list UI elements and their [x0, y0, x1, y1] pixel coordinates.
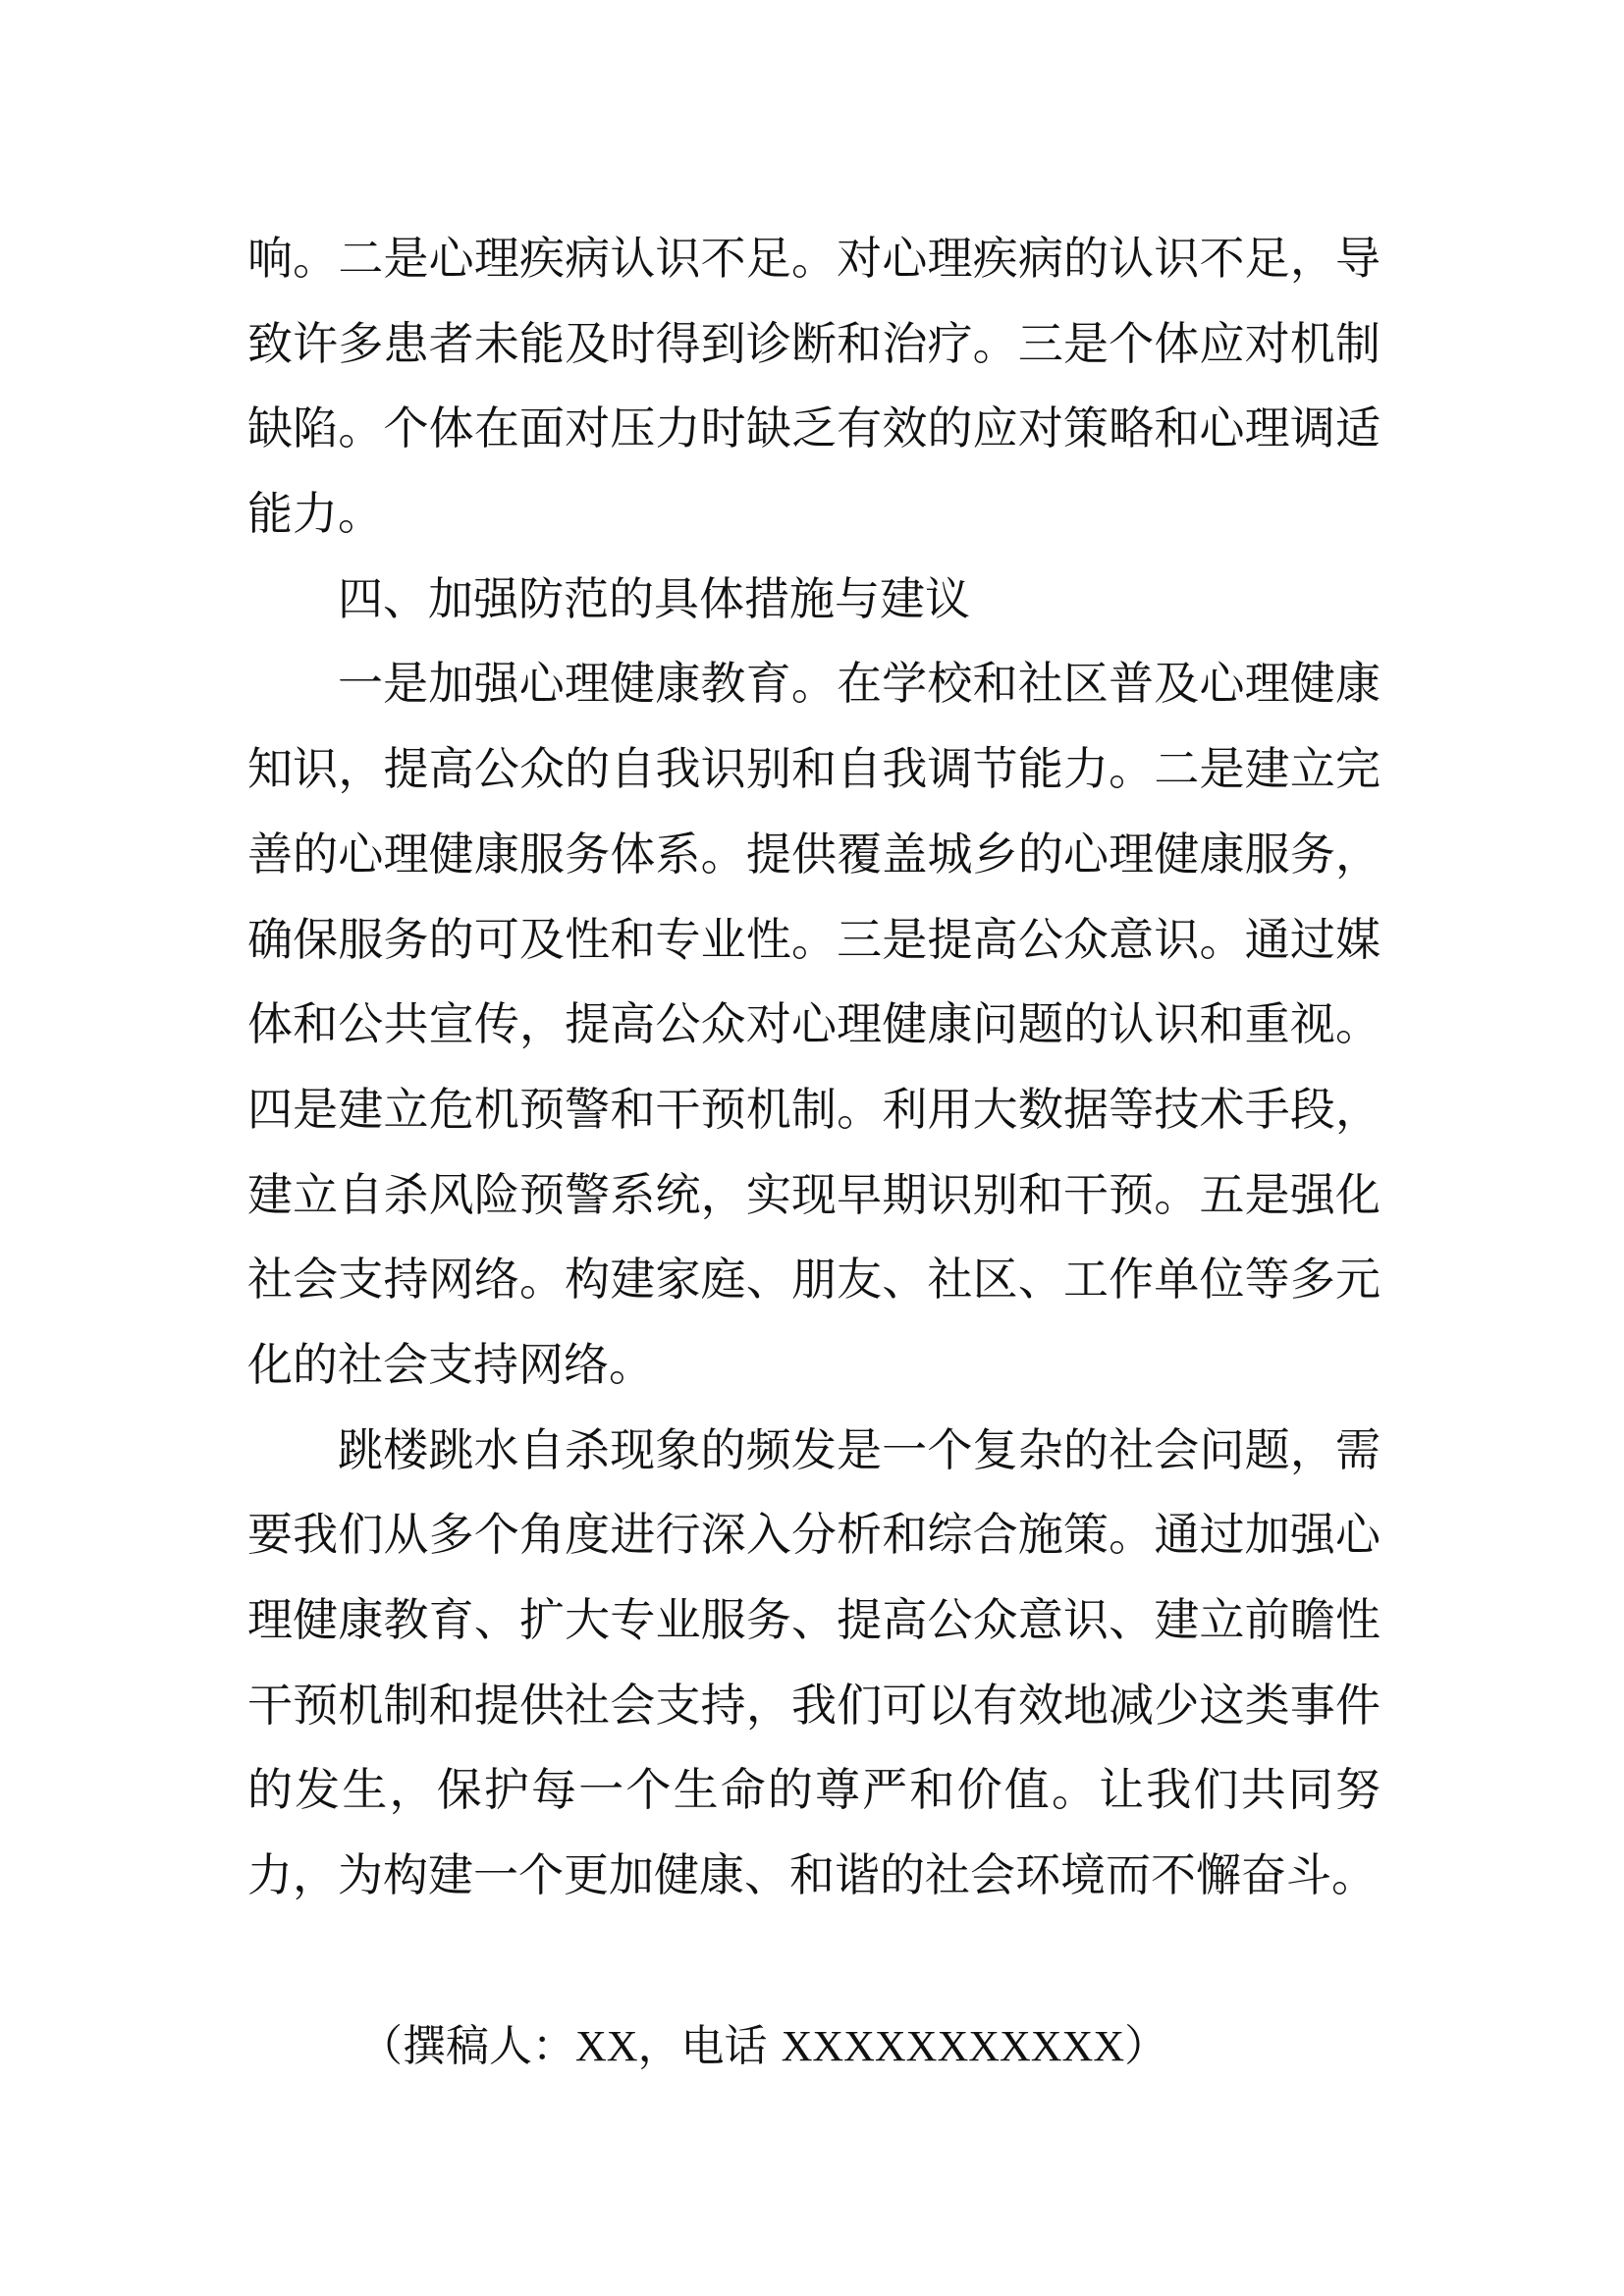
section-heading — [247, 557, 1380, 642]
text-line: 化的社会支持网络。 — [247, 1337, 654, 1391]
author-signature — [359, 2002, 1167, 2091]
text-line: 力，为构建一个更加健康、和谐的社会环境而不懈奋斗。 — [247, 1848, 1377, 1902]
text-line: 干预机制和提供社会支持，我们可以有效地减少这类事件 — [247, 1678, 1380, 1732]
text-line: 能力。 — [247, 487, 383, 541]
text-line: 响。二是心理疾病认识不足。对心理疾病的认识不足，导 — [247, 232, 1380, 285]
phone-label: ，电话 — [637, 2021, 782, 2071]
heading-text: 四、加强防范的具体措施与建议 — [338, 571, 970, 625]
text-line: 体和公共宣传，提高公众对心理健康问题的认识和重视。 — [247, 997, 1380, 1051]
text-line: 缺陷。个体在面对压力时缺乏有效的应对策略和心理调适 — [247, 401, 1380, 455]
signature-suffix: ） — [1124, 2021, 1168, 2071]
text-line: 要我们从多个角度进行深入分析和综合施策。通过加强心 — [247, 1508, 1380, 1562]
author-name: XX — [575, 2022, 638, 2070]
text-line: 跳楼跳水自杀现象的频发是一个复杂的社会问题，需 — [338, 1422, 1380, 1476]
document-body — [247, 216, 1380, 1918]
text-line: 社会支持网络。构建家庭、朋友、社区、工作单位等多元 — [247, 1253, 1380, 1307]
text-line: 理健康教育、扩大专业服务、提高公众意识、建立前瞻性 — [247, 1593, 1380, 1646]
signature-prefix: （撰稿人： — [359, 2021, 575, 2071]
text-line: 建立自杀风险预警系统，实现早期识别和干预。五是强化 — [247, 1167, 1380, 1221]
text-line: 确保服务的可及性和专业性。三是提高公众意识。通过媒 — [247, 912, 1380, 966]
text-line: 知识，提高公众的自我识别和自我调节能力。二是建立完 — [247, 742, 1380, 796]
paragraph — [247, 641, 1380, 1407]
text-line: 的发生，保护每一个生命的尊严和价值。让我们共同努 — [247, 1763, 1380, 1817]
phone-number: XXXXXXXXXXX — [781, 2022, 1125, 2070]
text-line: 致许多患者未能及时得到诊断和治疗。三是个体应对机制 — [247, 316, 1380, 370]
text-line: 四是建立危机预警和干预机制。利用大数据等技术手段， — [247, 1082, 1380, 1136]
paragraph — [247, 216, 1380, 557]
text-line: 一是加强心理健康教育。在学校和社区普及心理健康 — [338, 657, 1380, 711]
text-line: 善的心理健康服务体系。提供覆盖城乡的心理健康服务， — [247, 827, 1380, 881]
paragraph — [247, 1408, 1380, 1918]
